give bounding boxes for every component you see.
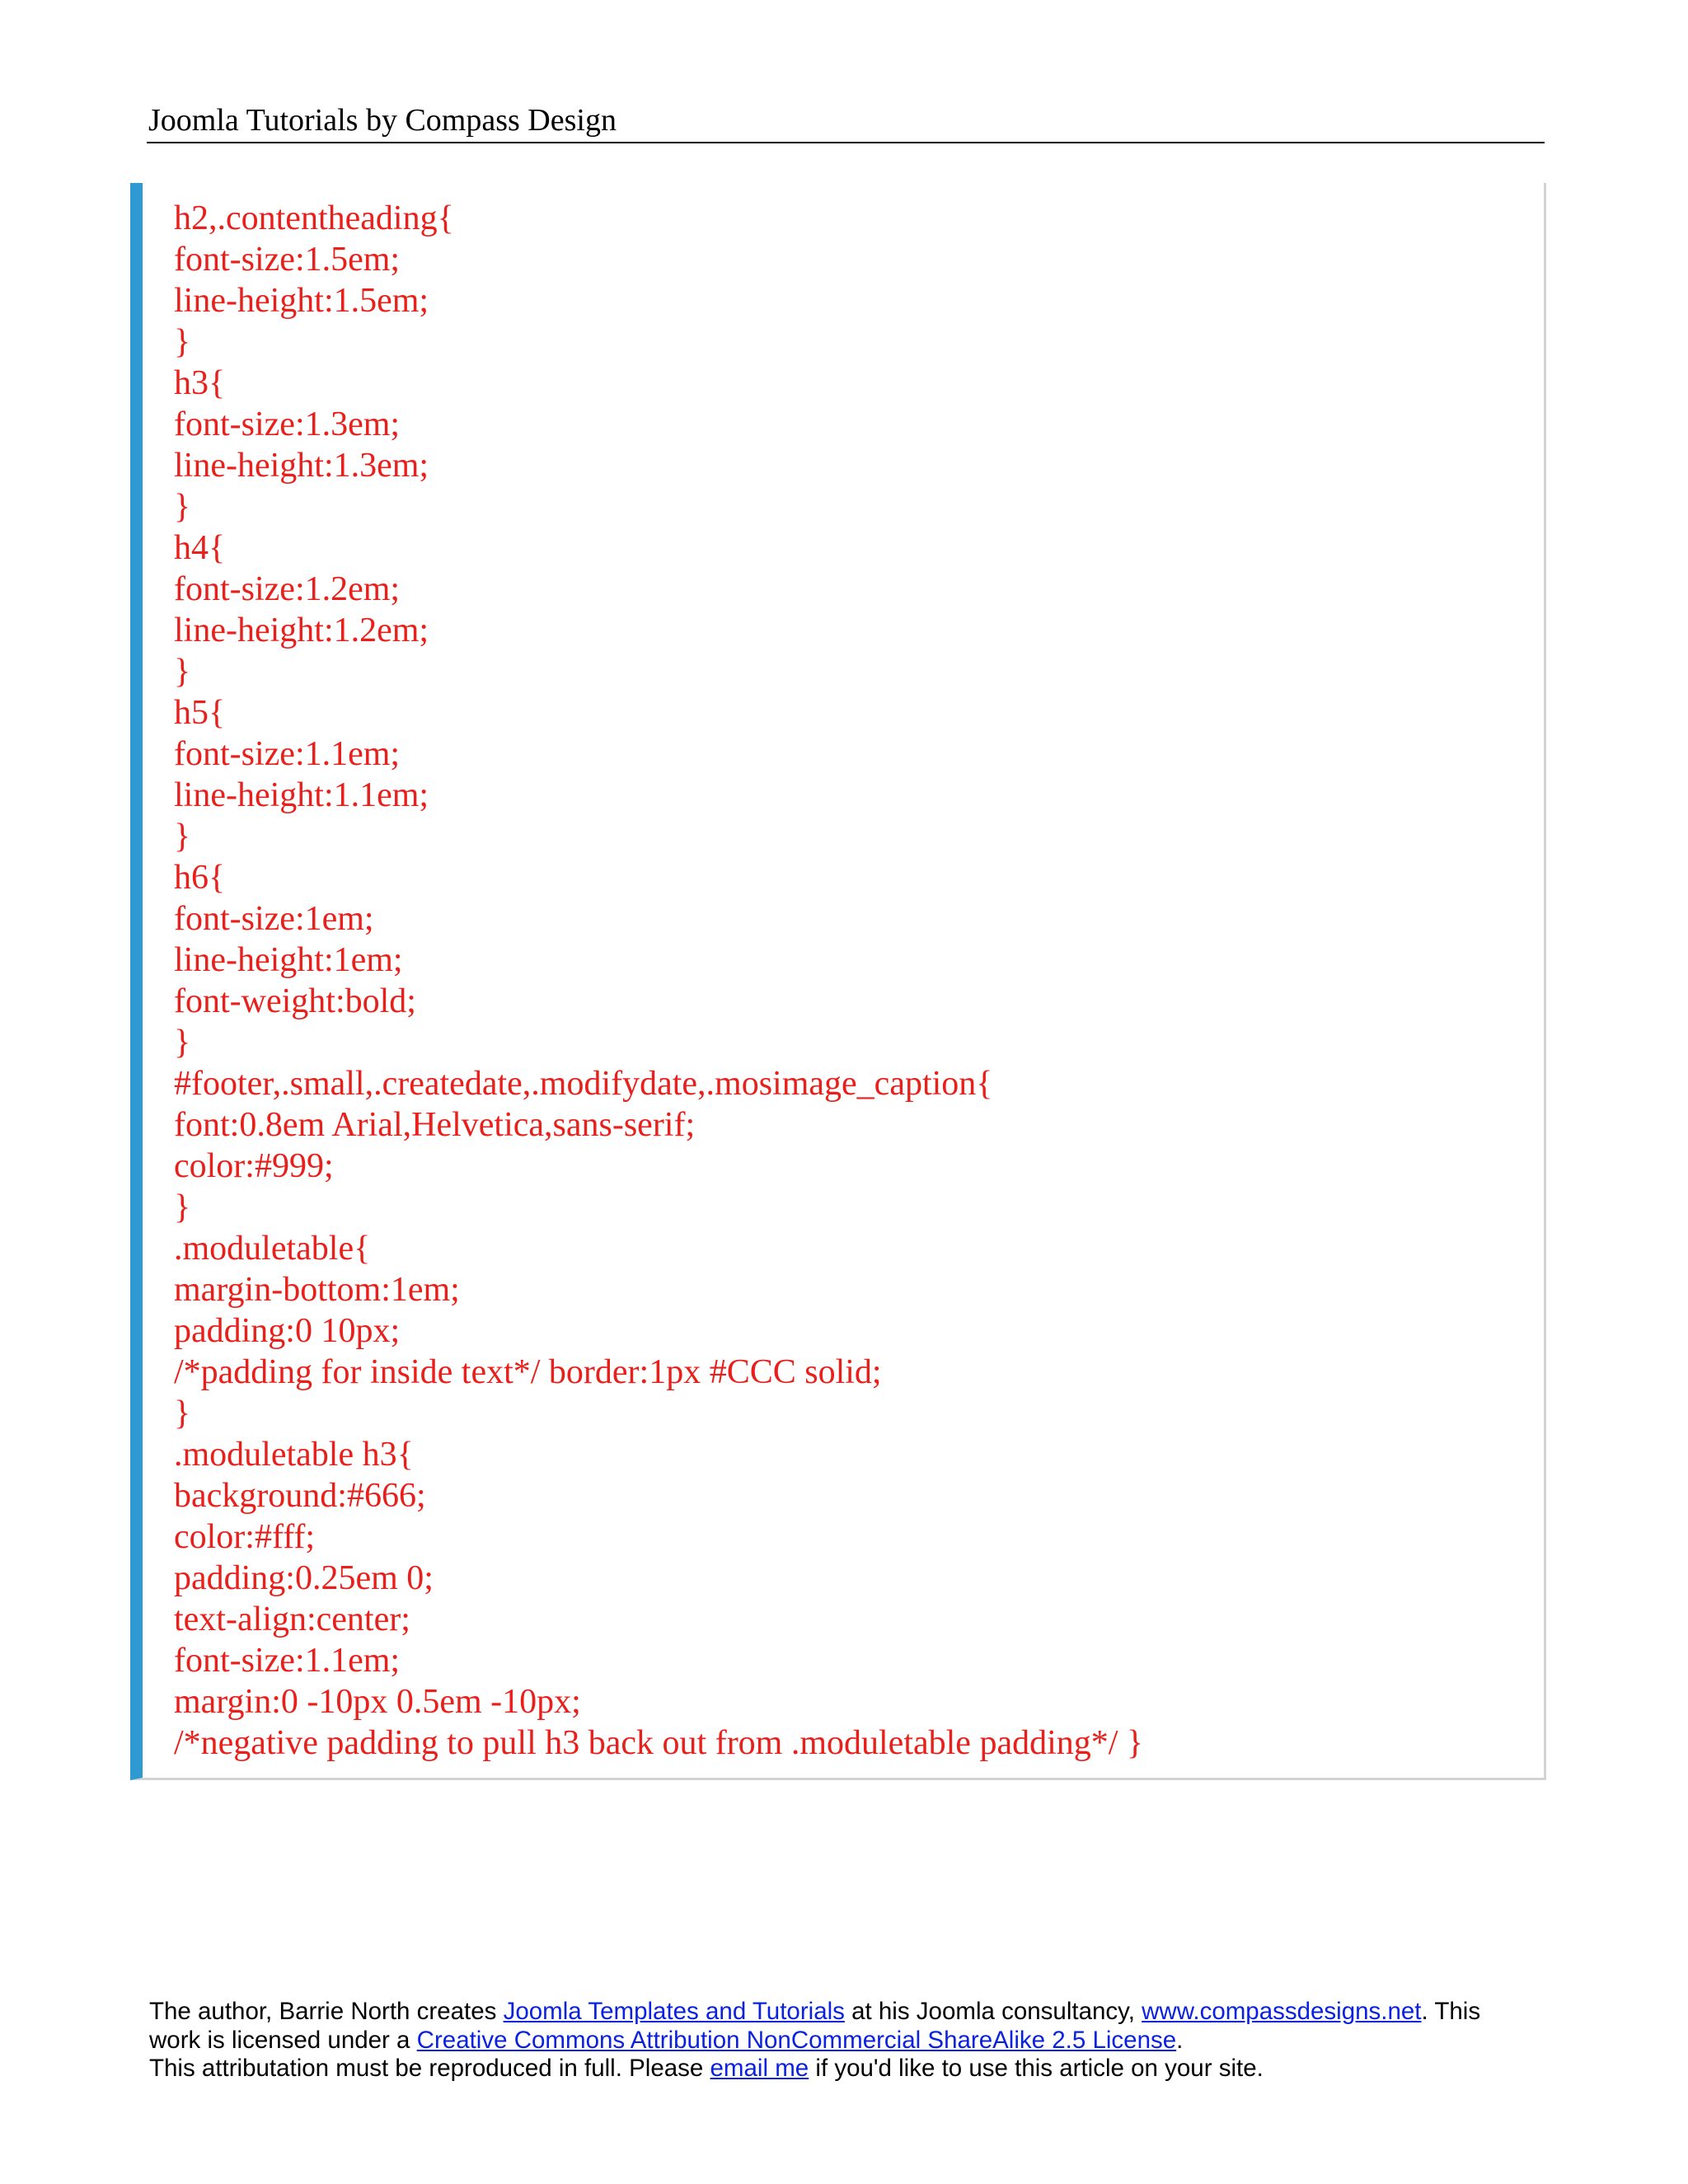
code-line: text-align:center; [174, 1601, 410, 1638]
code-line: font-size:1.5em; [174, 241, 401, 279]
footer-text: work is licensed under a [149, 2026, 417, 2054]
code-line: h4{ [174, 529, 226, 567]
page-header-title: Joomla Tutorials by Compass Design [148, 103, 617, 138]
templates-tutorials-link[interactable]: Joomla Templates and Tutorials [503, 1998, 845, 2025]
page-header [147, 97, 1545, 143]
email-me-link[interactable]: email me [710, 2055, 809, 2082]
code-line: } [174, 653, 191, 691]
code-line: } [174, 818, 191, 855]
license-link[interactable]: Creative Commons Attribution NonCommercial ShareAlike 2.5 License [416, 2026, 1177, 2054]
code-block [130, 183, 1546, 1780]
footer-text: The author, Barrie North creates [149, 1998, 504, 2025]
code-line: h6{ [174, 859, 226, 897]
code-line: } [174, 1188, 191, 1226]
code-line: } [174, 323, 191, 361]
footer-text: . [1176, 2026, 1184, 2054]
code-line: padding:0 10px; [174, 1312, 401, 1350]
code-line: margin:0 -10px 0.5em -10px; [174, 1683, 581, 1721]
code-line: } [174, 1394, 191, 1432]
code-line: color:#fff; [174, 1518, 316, 1556]
code-line: h5{ [174, 694, 226, 732]
footer-line-2 [149, 2027, 1550, 2055]
code-line: } [174, 1024, 191, 1062]
attribution-footer [149, 1998, 1550, 2083]
code-lines [174, 198, 1143, 1764]
code-line: font:0.8em Arial,Helvetica,sans-serif; [174, 1106, 696, 1144]
footer-text: if you'd like to use this article on your site. [809, 2055, 1264, 2082]
code-line: h3{ [174, 364, 226, 402]
code-line: line-height:1.3em; [174, 447, 429, 485]
compassdesigns-site-link[interactable]: www.compassdesigns.net [1142, 1998, 1422, 2025]
code-line: .moduletable{ [174, 1230, 371, 1268]
footer-line-3 [149, 2055, 1550, 2083]
code-line: font-size:1em; [174, 900, 374, 938]
code-line: line-height:1.2em; [174, 612, 429, 649]
footer-text: This attributation must be reproduced in full. Please [149, 2055, 710, 2082]
code-line: font-size:1.1em; [174, 735, 401, 773]
code-line: background:#666; [174, 1477, 426, 1515]
code-line: line-height:1.1em; [174, 776, 429, 814]
code-line: margin-bottom:1em; [174, 1271, 460, 1309]
code-line: padding:0.25em 0; [174, 1559, 434, 1597]
code-line: line-height:1em; [174, 941, 403, 979]
code-line: line-height:1.5em; [174, 282, 429, 320]
code-line: /*padding for inside text*/ border:1px #CCC solid; [174, 1353, 882, 1391]
code-line: font-size:1.3em; [174, 405, 401, 443]
code-line: font-weight:bold; [174, 982, 416, 1020]
footer-text: . This [1421, 1998, 1481, 2025]
code-line: font-size:1.1em; [174, 1642, 401, 1680]
code-line: .moduletable h3{ [174, 1436, 414, 1474]
code-line: } [174, 488, 191, 526]
footer-line-1 [149, 1998, 1550, 2027]
code-line: /*negative padding to pull h3 back out from .moduletable padding*/ } [174, 1724, 1144, 1762]
code-line: #footer,.small,.createdate,.modifydate,.mosimage_caption{ [174, 1065, 993, 1103]
code-line: h2,.contentheading{ [174, 199, 454, 237]
code-line: font-size:1.2em; [174, 570, 401, 608]
footer-text: at his Joomla consultancy, [844, 1998, 1142, 2025]
code-line: color:#999; [174, 1147, 334, 1185]
